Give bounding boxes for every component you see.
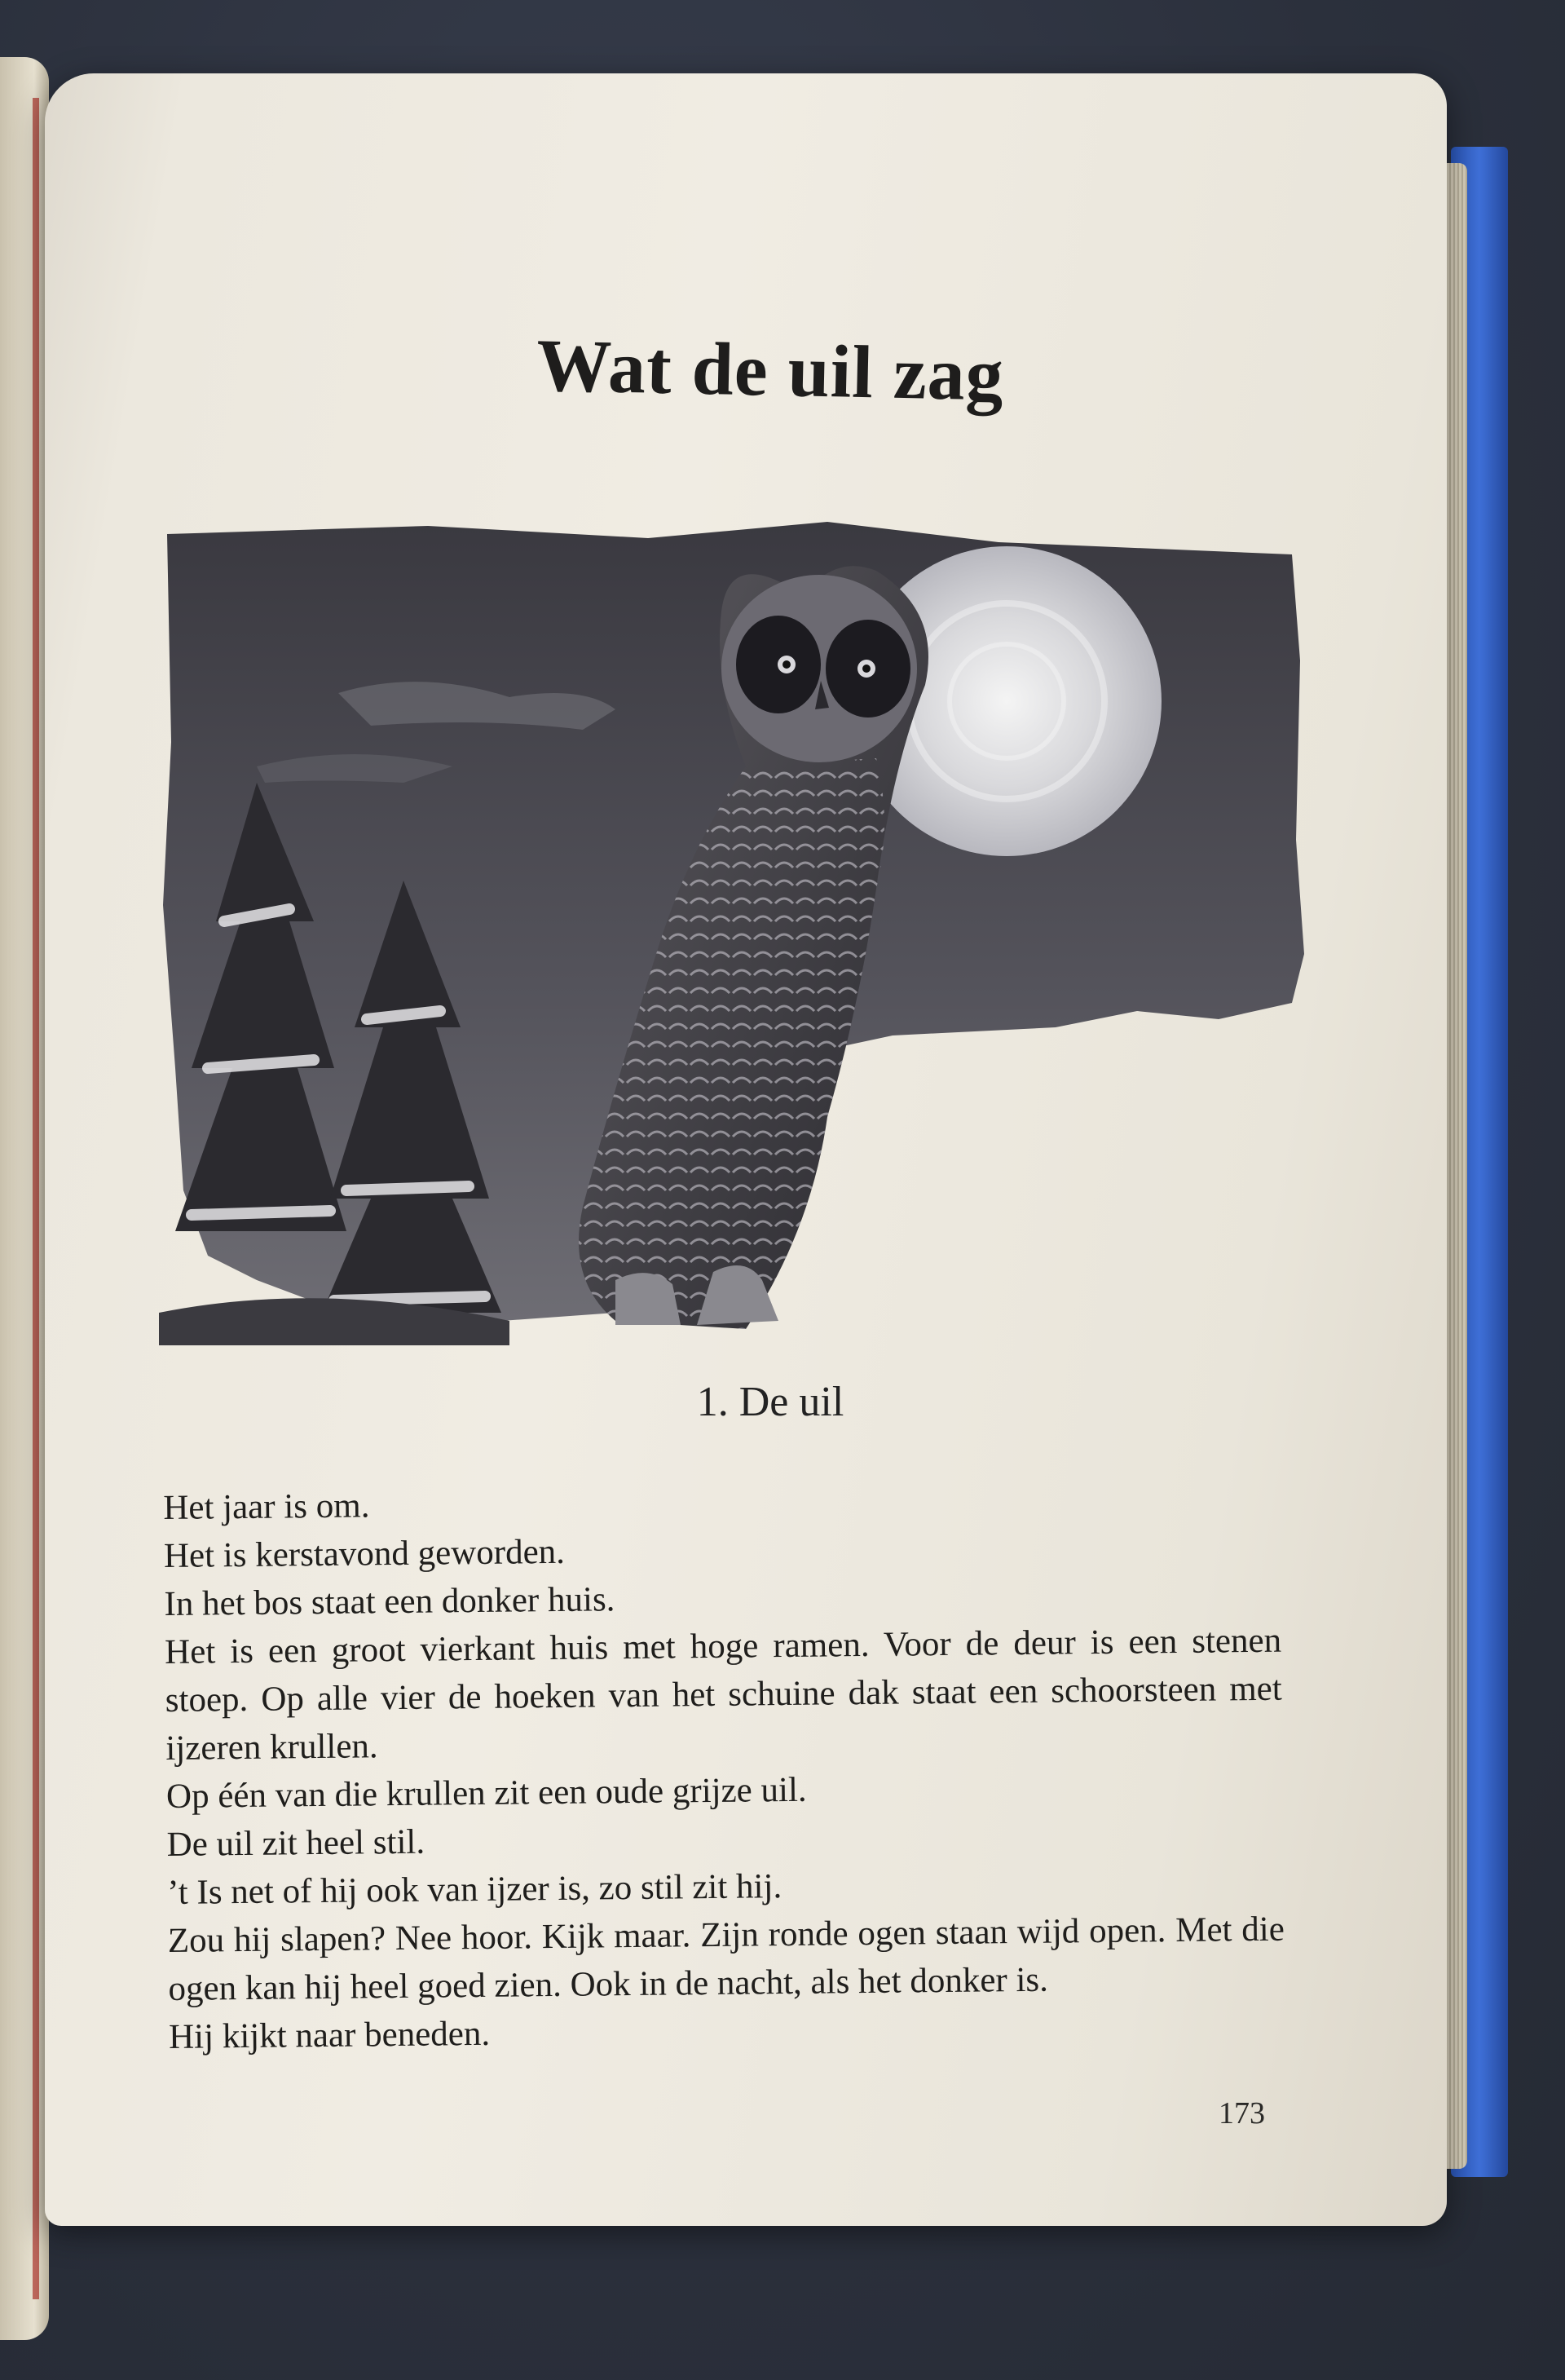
paragraph: De uil zit heel stil.	[166, 1822, 425, 1864]
left-page-edge	[0, 57, 49, 2340]
owl-moon-illustration	[159, 497, 1308, 1345]
story-title: Wat de uil zag	[536, 323, 1005, 417]
left-page-ribbon	[33, 98, 39, 2299]
paragraph: Het is kerstavond geworden.	[163, 1532, 566, 1575]
story-body	[163, 1473, 1285, 2061]
paragraph: Het jaar is om.	[163, 1486, 370, 1527]
paragraph: Zou hij slapen? Nee hoor. Kijk maar. Zijn ronde ogen staan wijd open. Met die ogen kan hij heel goed zien. Ook in de nacht, als het donker is.	[167, 1910, 1285, 2008]
chapter-heading: 1. De uil	[696, 1379, 844, 1425]
book-page	[45, 73, 1447, 2226]
paragraph: ’t Is net of hij ook van ijzer is, zo stil zit hij.	[167, 1867, 782, 1912]
paragraph: Op één van die krullen zit een oude grijze uil.	[165, 1770, 807, 1816]
paragraph: Hij kijkt naar beneden.	[168, 2014, 491, 2056]
paragraph: In het bos staat een donker huis.	[164, 1580, 615, 1623]
page-number: 173	[1219, 2096, 1265, 2131]
paragraph: Het is een groot vierkant huis met hoge ramen. Voor de deur is een stenen stoep. Op alle vier de hoeken van het schuine dak staat een schoorsteen met ijzeren krullen.	[164, 1621, 1282, 1768]
